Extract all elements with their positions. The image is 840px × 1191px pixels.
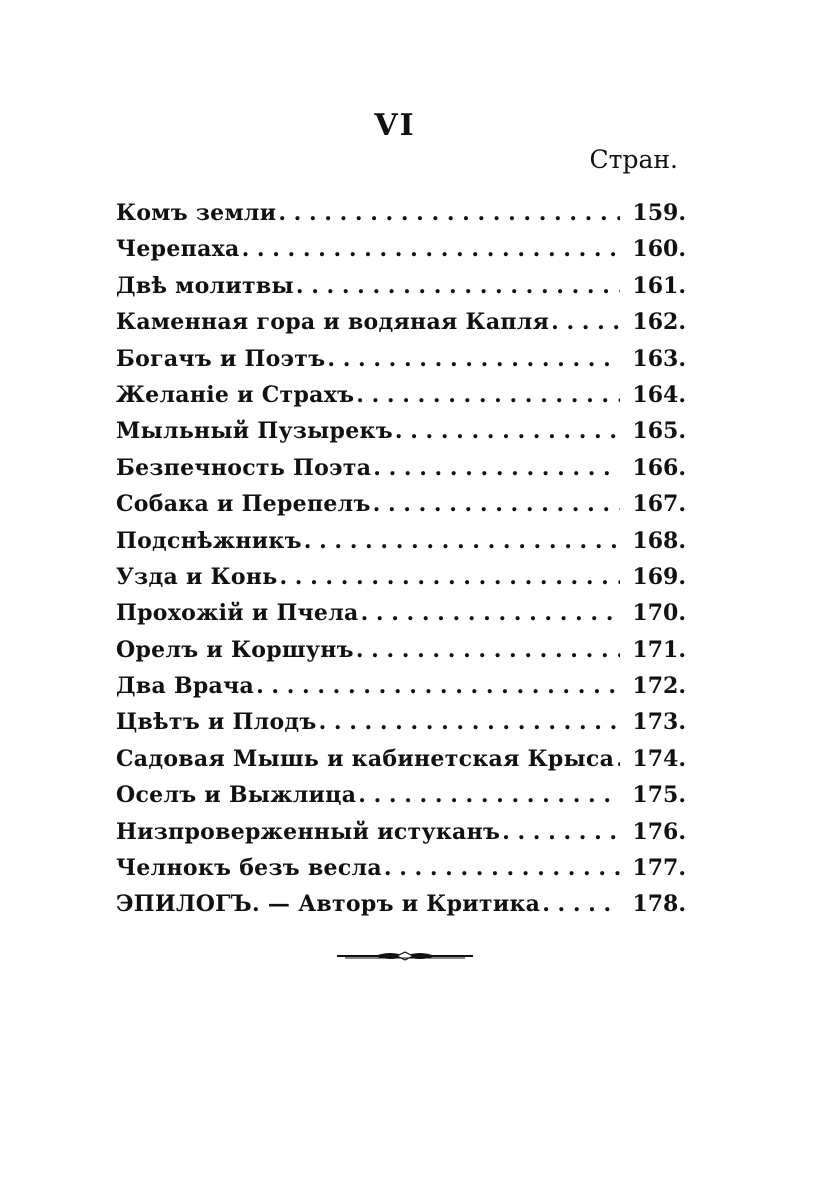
toc-dot-leader xyxy=(256,673,620,699)
toc-entry-title: Низпроверженный истуканъ xyxy=(116,818,501,845)
toc-dot-leader xyxy=(551,309,620,335)
page-number: VI xyxy=(374,108,416,143)
toc-row xyxy=(116,455,686,491)
toc-entry-page: 176. xyxy=(632,818,686,845)
toc-entry-title: Мыльный Пузырекъ xyxy=(116,418,393,445)
toc-row xyxy=(116,200,686,236)
toc-row xyxy=(116,564,686,600)
toc-entry-page: 169. xyxy=(632,563,686,590)
toc-entry-title: Каменная гора и водяная Капля xyxy=(116,309,550,336)
toc-entry-title: Оселъ и Выжлица xyxy=(116,782,357,809)
toc-row xyxy=(116,855,686,891)
toc-row xyxy=(116,673,686,709)
toc-entry-page: 175. xyxy=(632,782,686,809)
toc-entry-title: Садовая Мышь и кабинетская Крыса xyxy=(116,745,615,772)
toc-entry-page: 178. xyxy=(632,891,686,918)
toc-entry-page: 165. xyxy=(632,418,686,445)
toc-entry-page: 162. xyxy=(632,309,686,336)
toc-entry-page: 160. xyxy=(632,236,686,263)
toc-row xyxy=(116,346,686,382)
page-column-heading: Стран. xyxy=(589,145,678,174)
toc-entry-page: 172. xyxy=(632,673,686,700)
toc-entry-title: Цвѣтъ и Плодъ xyxy=(116,709,317,736)
toc-entry-title: Безпечность Поэта xyxy=(116,454,372,481)
toc-entry-title: ЭПИЛОГЪ. — Авторъ и Критика xyxy=(116,891,541,918)
toc-row xyxy=(116,309,686,345)
toc-dot-leader xyxy=(502,819,620,845)
toc-row xyxy=(116,891,686,927)
toc-dot-leader xyxy=(356,382,620,408)
toc-row xyxy=(116,528,686,564)
toc-entry-title: Собака и Перепелъ xyxy=(116,491,371,518)
toc-entry-page: 163. xyxy=(632,345,686,372)
toc-entry-title: Двѣ молитвы xyxy=(116,272,294,299)
toc-entry-title: Подснѣжникъ xyxy=(116,527,302,554)
toc-dot-leader xyxy=(279,564,620,590)
toc-entry-page: 174. xyxy=(632,745,686,772)
toc-row xyxy=(116,819,686,855)
toc-entry-title: Челнокъ безъ весла xyxy=(116,855,382,882)
toc-entry-page: 170. xyxy=(632,600,686,627)
toc-entry-title: Комъ земли xyxy=(116,200,277,226)
toc-entry-title: Желанie и Страхъ xyxy=(116,381,355,408)
toc-dot-leader xyxy=(327,346,620,372)
toc-entry-title: Два Врача xyxy=(116,673,255,700)
toc-entry-title: Черепаха xyxy=(116,236,240,263)
toc-dot-leader xyxy=(319,709,620,735)
toc-entry-title: Прохожiй и Пчела xyxy=(116,600,359,627)
toc-dot-leader xyxy=(373,491,620,517)
toc-dot-leader xyxy=(278,200,620,226)
toc-row xyxy=(116,600,686,636)
toc-entry-page: 171. xyxy=(632,636,686,663)
toc-row xyxy=(116,746,686,782)
toc-row xyxy=(116,782,686,818)
toc-dot-leader xyxy=(296,273,620,299)
toc-entry-title: Узда и Конь xyxy=(116,563,278,590)
toc-dot-leader xyxy=(358,782,620,808)
toc-dot-leader xyxy=(242,236,620,262)
toc-entry-page: 166. xyxy=(632,454,686,481)
ornament-divider-icon xyxy=(335,948,475,964)
toc-row xyxy=(116,273,686,309)
toc-entry-page: 159. xyxy=(632,200,686,226)
toc-entry-page: 173. xyxy=(632,709,686,736)
toc-entry-title: Орелъ и Коршунъ xyxy=(116,636,354,663)
toc-entry-page: 161. xyxy=(632,272,686,299)
toc-entry-title: Богачъ и Поэтъ xyxy=(116,345,326,372)
toc-row xyxy=(116,382,686,418)
toc-entry-page: 177. xyxy=(632,855,686,882)
toc-row xyxy=(116,236,686,272)
table-of-contents xyxy=(116,200,686,928)
toc-dot-leader xyxy=(361,600,620,626)
toc-dot-leader xyxy=(542,891,620,917)
toc-dot-leader xyxy=(395,418,620,444)
toc-row xyxy=(116,709,686,745)
toc-entry-page: 167. xyxy=(632,491,686,518)
toc-dot-leader xyxy=(356,637,620,663)
toc-row xyxy=(116,637,686,673)
toc-entry-page: 168. xyxy=(632,527,686,554)
toc-entry-page: 164. xyxy=(632,381,686,408)
toc-row xyxy=(116,491,686,527)
toc-dot-leader xyxy=(304,528,620,554)
toc-dot-leader xyxy=(384,855,620,881)
toc-dot-leader xyxy=(373,455,620,481)
toc-dot-leader xyxy=(616,746,620,772)
toc-row xyxy=(116,418,686,454)
